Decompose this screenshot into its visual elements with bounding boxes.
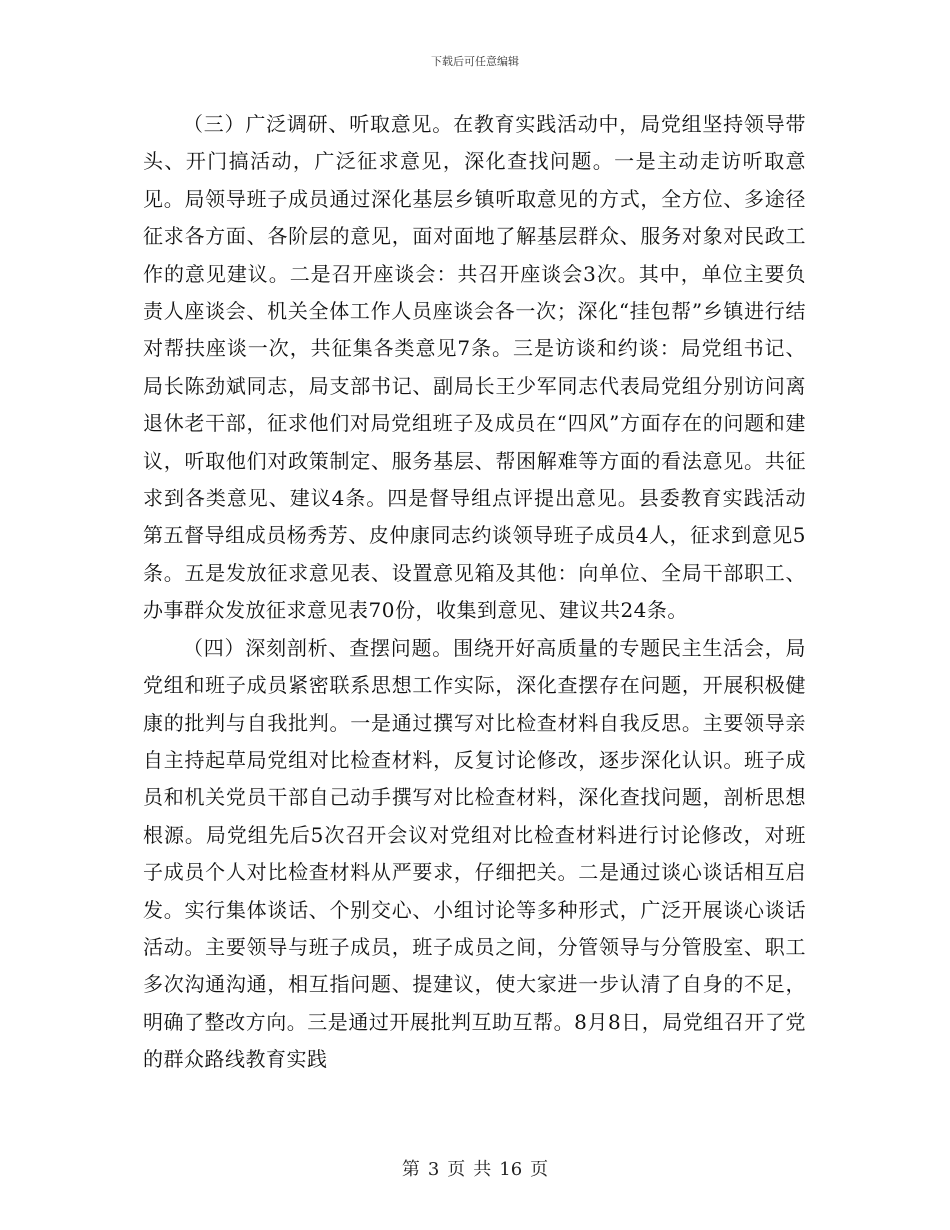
page-header: 下载后可任意编辑 (431, 55, 519, 68)
footer-page-label: 第 (401, 1159, 420, 1180)
footer-total-label: 共 (473, 1159, 492, 1180)
footer-page-unit: 页 (447, 1159, 466, 1180)
paragraph-research-opinions: （三）广泛调研、听取意见。在教育实践活动中，局党组坚持领导带头、开门搞活动，广泛征求意见，深化查找问题。一是主动走访听取意见。局领导班子成员通过深化基层乡镇听取意见的方式，全方位、多途径征求各方面、各阶层的意见，面对面地了解基层群众、服务对象对民政工作的意见建议。二是召开座谈会：共召开座谈会3次。其中，单位主要负责人座谈会、机关全体工作人员座谈会各一次；深化“挂包帮”乡镇进行结对帮扶座谈一次，共征集各类意见7条。三是访谈和约谈：局党组书记、局长陈劲斌同志，局支部书记、副局长王少军同志代表局党组分别访问离退休老干部，征求他们对局党组班子及成员在“四风”方面存在的问题和建议，听取他们对政策制定、服务基层、帮困解难等方面的看法意见。共征求到各类意见、建议4条。四是督导组点评提出意见。县委教育实践活动第五督导组成员杨秀芳、皮仲康同志约谈领导班子成员4人，征求到意见5条。五是发放征求意见表、设置意见箱及其他：向单位、全局干部职工、办事群众发放征求意见表70份，收集到意见、建议共24条。 (143, 112, 806, 623)
footer-page-number: 3 (427, 1159, 440, 1180)
paragraph-analyze-problems: （四）深刻剖析、查摆问题。围绕开好高质量的专题民主生活会，局党组和班子成员紧密联系思想工作实际，深化查摆存在问题，开展积极健康的批判与自我批判。一是通过撰写对比检查材料自我反思。主要领导亲自主持起草局党组对比检查材料，反复讨论修改，逐步深化认识。班子成员和机关党员干部自己动手撰写对比检查材料，深化查找问题，剖析思想根源。局党组先后5次召开会议对党组对比检查材料进行讨论修改，对班子成员个人对比检查材料从严要求，仔细把关。二是通过谈心谈话相互启发。实行集体谈话、个别交心、小组讨论等多种形式，广泛开展谈心谈话活动。主要领导与班子成员，班子成员之间，分管领导与分管股室、职工多次沟通沟通，相互指问题、提建议，使大家进一步认清了自身的不足，明确了整改方向。三是通过开展批判互助互帮。8月8日，局党组召开了党的群众路线教育实践 (143, 635, 806, 1072)
footer-total-pages: 16 (499, 1159, 523, 1180)
footer-total-unit: 页 (530, 1159, 549, 1180)
page-footer (0, 1155, 950, 1181)
document-body (143, 106, 806, 1079)
